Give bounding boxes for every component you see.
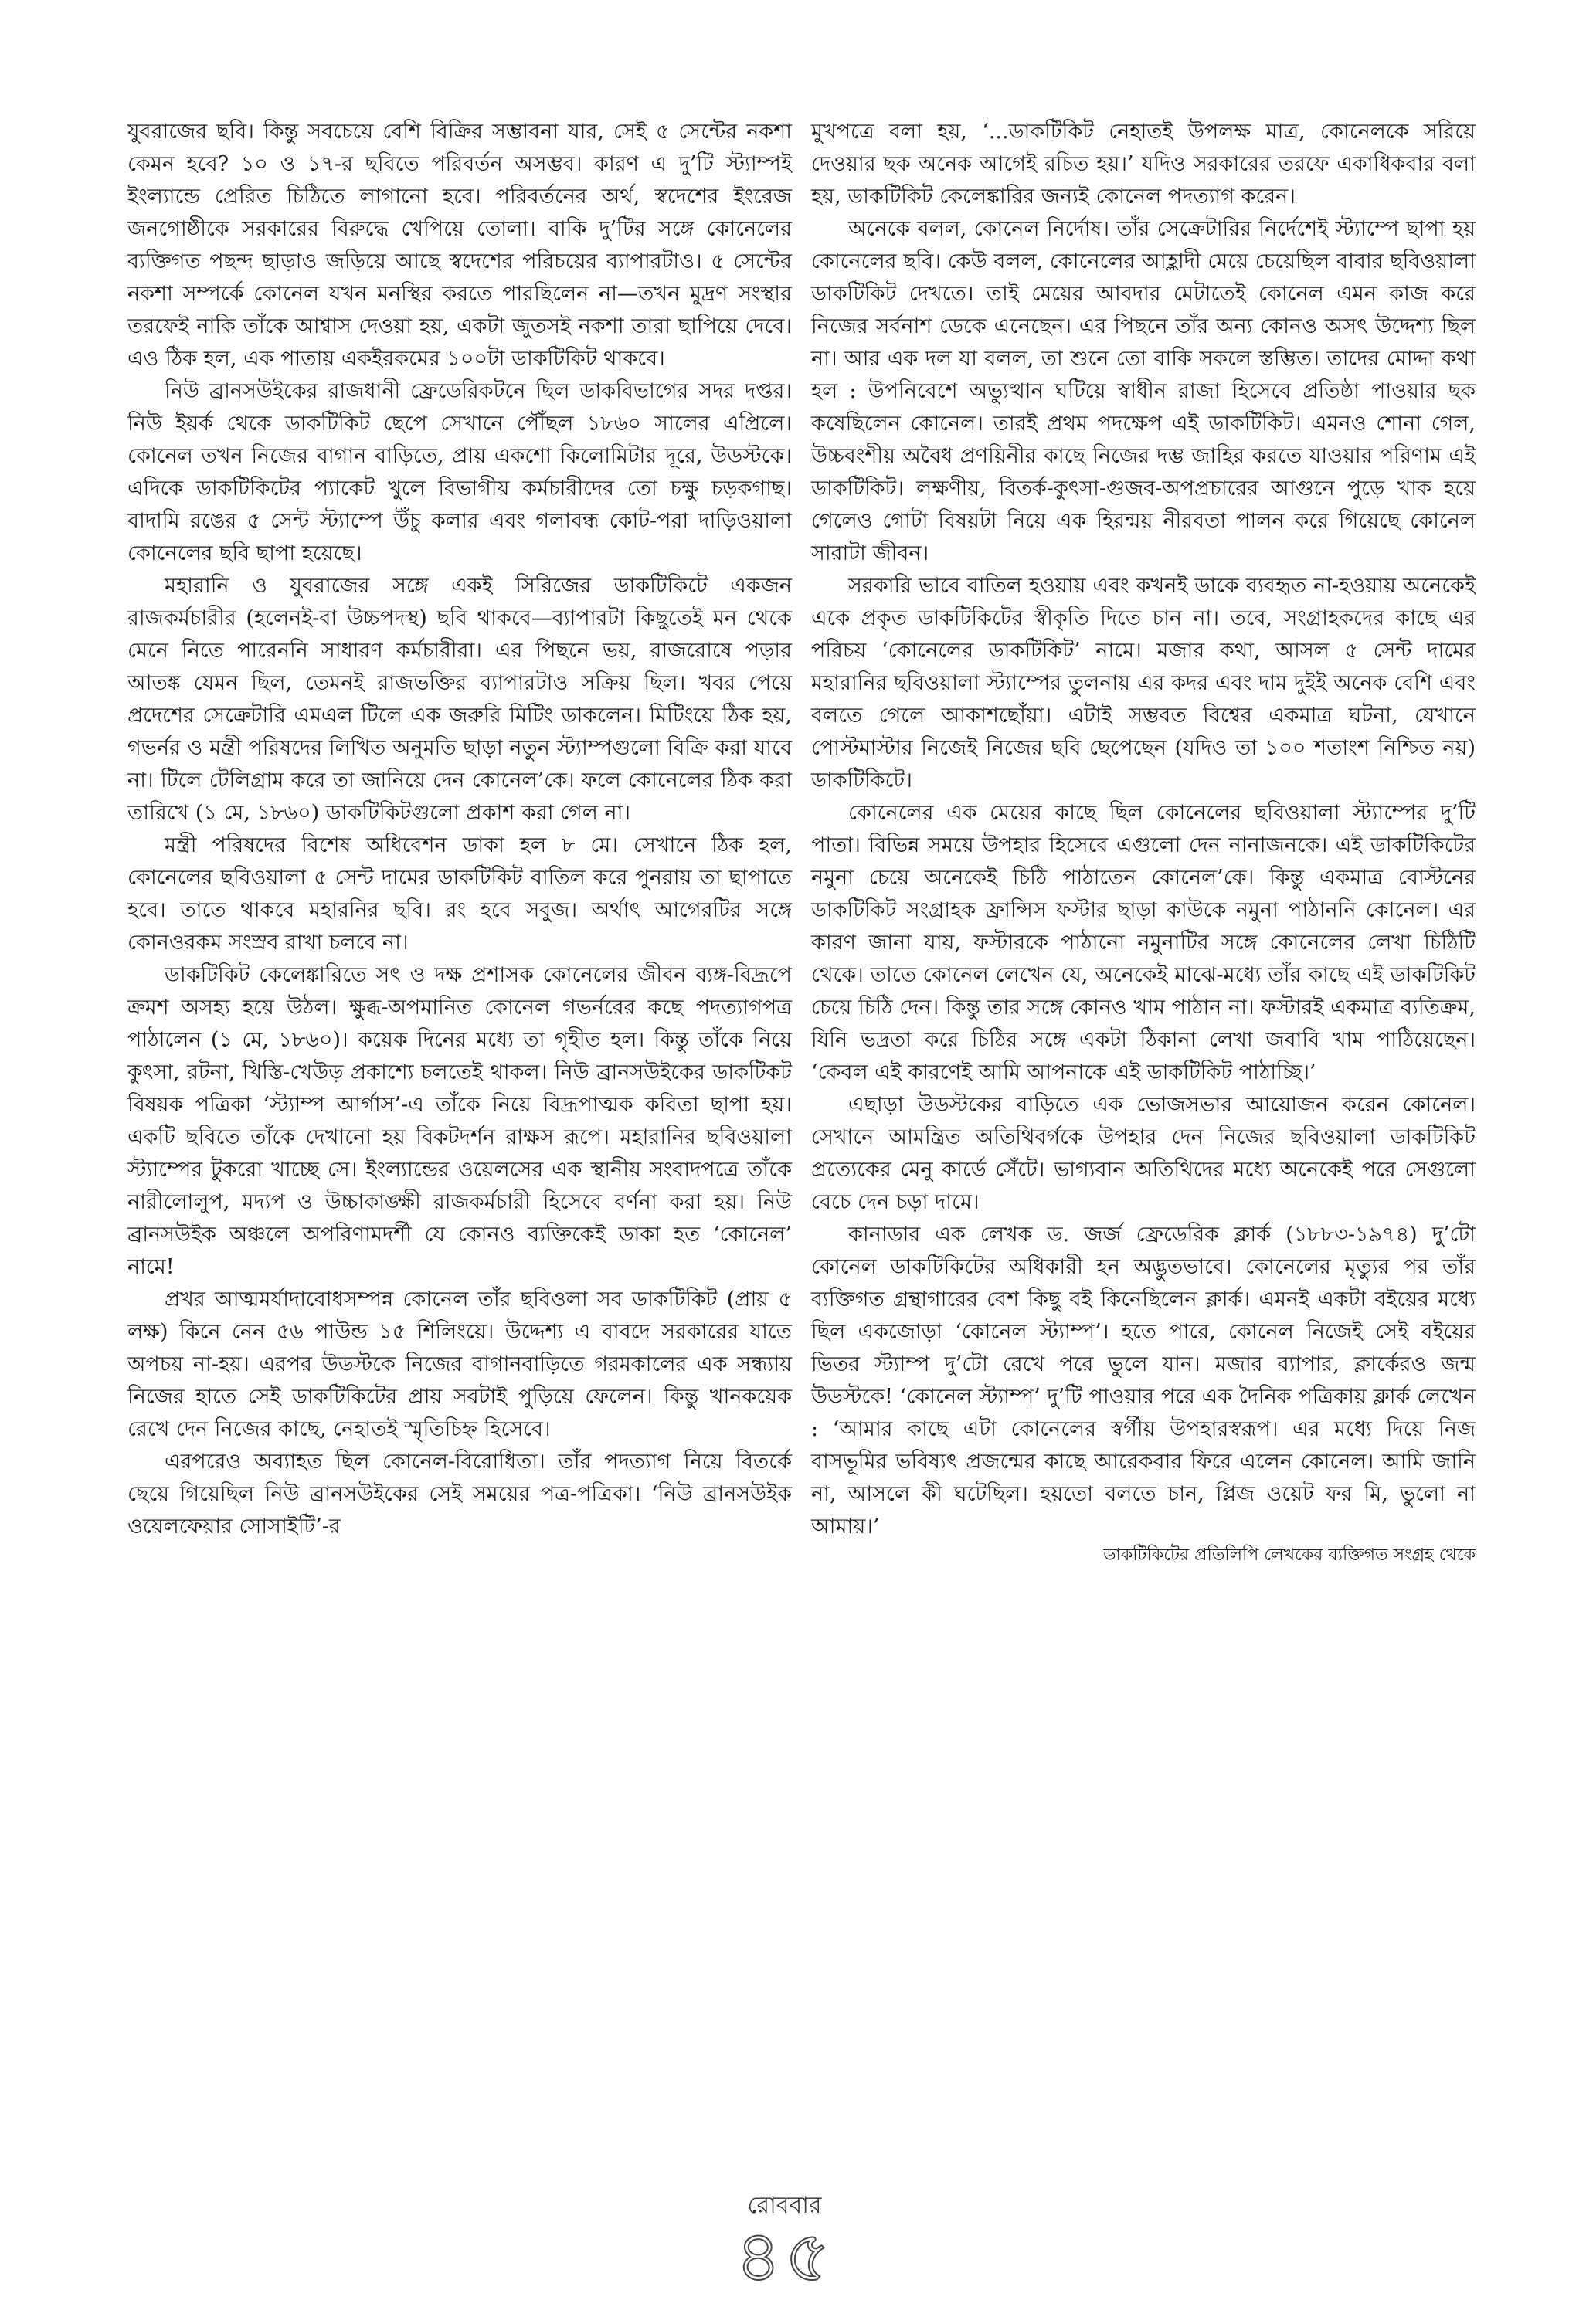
- paragraph: কানাডার এক লেখক ড. জর্জ ফ্রেডেরিক ক্লার্ক (১৮৮৩-১৯৭৪) দু’টো কোনেল ডাকটিকিটের অধিকারী হন অদ্ভুতভাবে। কোনেলের মৃত্যুর পর তাঁর ব্যক্তিগত গ্রন্থাগারের বেশ কিছু বই কিনেছিলেন ক্লার্ক। এমনই একটা বইয়ের মধ্যে ছিল একজোড়া ‘কোনেল স্ট্যাম্প’। হতে পারে, কোনেল নিজেই সেই বইয়ের ভিতর স্ট্যাম্প দু’টো রেখে পরে ভুলে যান। মজার ব্যাপার, ক্লার্কেরও জন্ম উডস্টকে! ‘কোনেল স্ট্যাম্প’ দু’টি পাওয়ার পরে এক দৈনিক পত্রিকায় ক্লার্ক লেখেন : ‘আমার কাছে এটা কোনেলের স্বর্গীয় উপহারস্বরূপ। এর মধ্যে দিয়ে নিজ বাসভূমির ভবিষ্যৎ প্রজন্মের কাছে আরেকবার ফিরে এলেন কোনেল। আমি জানি না, আসলে কী ঘটেছিল। হয়তো বলতে চান, প্লিজ ওয়েট ফর মি, ভুলো না আমায়।’: [811, 1223, 1476, 1539]
- paragraph: অনেকে বলল, কোনেল নির্দোষ। তাঁর সেক্রেটারির নির্দেশেই স্ট্যাম্পে ছাপা হয় কোনেলের ছবি। কেউ বলল, কোনেলের আহ্লাদী মেয়ে চেয়েছিল বাবার ছবিওয়ালা ডাকটিকিট দেখতে। তাই মেয়ের আবদার মেটাতেই কোনেল এমন কাজ করে নিজের সর্বনাশ ডেকে এনেছেন। এর পিছনে তাঁর অন্য কোনও অসৎ উদ্দেশ্য ছিল না। আর এক দল যা বলল, তা শুনে তো বাকি সকলে স্তম্ভিত। তাদের মোদ্দা কথা হল : উপনিবেশে অভ্যুত্থান ঘটিয়ে স্বাধীন রাজা হিসেবে প্রতিষ্ঠা পাওয়ার ছক কষেছিলেন কোনেল। তারই প্রথম পদক্ষেপ এই ডাকটিকিট। এমনও শোনা গেল, উচ্চবংশীয় অবৈধ প্রণয়িনীর কাছে নিজের দম্ভ জাহির করতে যাওয়ার পরিণাম এই ডাকটিকিট। লক্ষণীয়, বিতর্ক-কুৎসা-গুজব-অপপ্রচারের আগুনে পুড়ে খাক হয়ে গেলেও গোটা বিষয়টা নিয়ে এক হিরন্ময় নীরবতা পালন করে গিয়েছে কোনেল সারাটা জীবন।: [811, 217, 1476, 565]
- right-column: [811, 116, 1476, 1568]
- paragraph: মহারানি ও যুবরাজের সঙ্গে একই সিরিজের ডাকটিকিটে একজন রাজকর্মচারীর (হলেনই-বা উচ্চপদস্থ) ছবি থাকবে—ব্যাপারটা কিছুতেই মন থেকে মেনে নিতে পারেননি সাধারণ কর্মচারীরা। এর পিছনে ভয়, রাজরোষে পড়ার আতঙ্ক যেমন ছিল, তেমনই রাজভক্তির ব্যাপারটাও সক্রিয় ছিল। খবর পেয়ে প্রদেশের সেক্রেটারি এমএল টিলে এক জরুরি মিটিং ডাকলেন। মিটিংয়ে ঠিক হয়, গভর্নর ও মন্ত্রী পরিষদের লিখিত অনুমতি ছাড়া নতুন স্ট্যাম্পগুলো বিক্রি করা যাবে না। টিলে টেলিগ্রাম করে তা জানিয়ে দেন কোনেল’কে। ফলে কোনেলের ঠিক করা তারিখে (১ মে, ১৮৬০) ডাকটিকিটগুলো প্রকাশ করা গেল না।: [127, 574, 792, 825]
- paragraph: সরকারি ভাবে বাতিল হওয়ায় এবং কখনই ডাকে ব্যবহৃত না-হওয়ায় অনেকেই একে প্রকৃত ডাকটিকিটের স্বীকৃতি দিতে চান না। তবে, সংগ্রাহকদের কাছে এর পরিচয় ‘কোনেলের ডাকটিকিট’ নামে। মজার কথা, আসল ৫ সেন্ট দামের মহারানির ছবিওয়ালা স্ট্যাম্পের তুলনায় এর কদর এবং দাম দুইই অনেক বেশি এবং বলতে গেলে আকাশছোঁয়া। এটাই সম্ভবত বিশ্বের একমাত্র ঘটনা, যেখানে পোস্টমাস্টার নিজেই নিজের ছবি ছেপেছেন (যদিও তা ১০০ শতাংশ নিশ্চিত নয়) ডাকটিকিটে।: [811, 574, 1476, 792]
- paragraph: এছাড়া উডস্টকের বাড়িতে এক ভোজসভার আয়োজন করেন কোনেল। সেখানে আমন্ত্রিত অতিথিবর্গকে উপহার দেন নিজের ছবিওয়ালা ডাকটিকিট প্রত্যেকের মেনু কার্ডে সেঁটে। ভাগ্যবান অতিথিদের মধ্যে অনেকেই পরে সেগুলো বেচে দেন চড়া দামে।: [811, 1093, 1476, 1214]
- paragraph: কোনেলের এক মেয়ের কাছে ছিল কোনেলের ছবিওয়ালা স্ট্যাম্পের দু’টি পাতা। বিভিন্ন সময়ে উপহার হিসেবে এগুলো দেন নানাজনকে। এই ডাকটিকিটের নমুনা চেয়ে অনেকেই চিঠি পাঠাতেন কোনেল’কে। কিন্তু একমাত্র বোস্টনের ডাকটিকিট সংগ্রাহক ফ্রান্সিস ফস্টার ছাড়া কাউকে নমুনা পাঠাননি কোনেল। এর কারণ জানা যায়, ফস্টারকে পাঠানো নমুনাটির সঙ্গে কোনেলের লেখা চিঠিটি থেকে। তাতে কোনেল লেখেন যে, অনেকেই মাঝে-মধ্যে তাঁর কাছে এই ডাকটিকিট চেয়ে চিঠি দেন। কিন্তু তার সঙ্গে কোনও খাম পাঠান না। ফস্টারই একমাত্র ব্যতিক্রম, যিনি ভদ্রতা করে চিঠির সঙ্গে একটা ঠিকানা লেখা জবাবি খাম পাঠিয়েছেন। ‘কেবল এই কারণেই আমি আপনাকে এই ডাকটিকিট পাঠাচ্ছি।’: [811, 801, 1476, 1084]
- magazine-name: রোববার: [747, 2192, 822, 2219]
- paragraph: মুখপত্রে বলা হয়, ‘...ডাকটিকিট নেহাতই উপলক্ষ মাত্র, কোনেলকে সরিয়ে দেওয়ার ছক অনেক আগেই রচিত হয়।’ যদিও সরকারের তরফে একাধিকবার বলা হয়, ডাকটিকিট কেলেঙ্কারির জন্যই কোনেল পদত্যাগ করেন।: [811, 120, 1476, 209]
- image-credit-caption: ডাকটিকিটের প্রতিলিপি লেখকের ব্যক্তিগত সংগ্রহ থেকে: [1103, 1545, 1476, 1565]
- left-column: [127, 116, 792, 1543]
- page-number: ৪৫: [735, 2215, 834, 2298]
- paragraph: মন্ত্রী পরিষদের বিশেষ অধিবেশন ডাকা হল ৮ মে। সেখানে ঠিক হল, কোনেলের ছবিওয়ালা ৫ সেন্ট দামের ডাকটিকিট বাতিল করে পুনরায় তা ছাপাতে হবে। তাতে থাকবে মহারনির ছবি। রং হবে সবুজ। অর্থাৎ আগেরটির সঙ্গে কোনওরকম সংস্রব রাখা চলবে না।: [127, 833, 792, 955]
- page-footer: [0, 2192, 1569, 2298]
- paragraph: প্রখর আত্মমর্যাদাবোধসম্পন্ন কোনেল তাঁর ছবিওলা সব ডাকটিকিট (প্রায় ৫ লক্ষ) কিনে নেন ৫৬ পাউন্ড ১৫ শিলিংয়ে। উদ্দেশ্য এ বাবদে সরকারের যাতে অপচয় না-হয়। এরপর উডস্টকে নিজের বাগানবাড়িতে গরমকালের এক সন্ধ্যায় নিজের হাতে সেই ডাকটিকিটের প্রায় সবটাই পুড়িয়ে ফেলেন। কিন্তু খানকয়েক রেখে দেন নিজের কাছে, নেহাতই স্মৃতিচিহ্ন হিসেবে।: [127, 1288, 792, 1441]
- paragraph: এরপরেও অব্যাহত ছিল কোনেল-বিরোধিতা। তাঁর পদত্যাগ নিয়ে বিতর্কে ছেয়ে গিয়েছিল নিউ ব্রানসউইকের সেই সময়ের পত্র-পত্রিকা। ‘নিউ ব্রানসউইক ওয়েলফেয়ার সোসাইটি’-র: [127, 1450, 792, 1539]
- paragraph: নিউ ব্রানসউইকের রাজধানী ফ্রেডেরিকটনে ছিল ডাকবিভাগের সদর দপ্তর। নিউ ইয়র্ক থেকে ডাকটিকিট ছেপে সেখানে পৌঁছল ১৮৬০ সালের এপ্রিলে। কোনেল তখন নিজের বাগান বাড়িতে, প্রায় একশো কিলোমিটার দূরে, উডস্টকে। এদিকে ডাকটিকিটের প্যাকেট খুলে বিভাগীয় কর্মচারীদের তো চক্ষু চড়কগাছ। বাদামি রঙের ৫ সেন্ট স্ট্যাম্পে উঁচু কলার এবং গলাবন্ধ কোট-পরা দাড়িওয়ালা কোনেলের ছবি ছাপা হয়েছে।: [127, 379, 792, 565]
- paragraph: যুবরাজের ছবি। কিন্তু সবচেয়ে বেশি বিক্রির সম্ভাবনা যার, সেই ৫ সেন্টের নকশা কেমন হবে? ১০ ও ১৭-র ছবিতে পরিবর্তন অসম্ভব। কারণ এ দু’টি স্ট্যাম্পই ইংল্যান্ডে প্রেরিত চিঠিতে লাগানো হবে। পরিবর্তনের অর্থ, স্বদেশের ইংরেজ জনগোষ্ঠীকে সরকারের বিরুদ্ধে খেপিয়ে তোলা। বাকি দু’টির সঙ্গে কোনেলের ব্যক্তিগত পছন্দ ছাড়াও জড়িয়ে আছে স্বদেশের পরিচয়ের ব্যাপারটাও। ৫ সেন্টের নকশা সম্পর্কে কোনেল যখন মনস্থির করতে পারছিলেন না—তখন মুদ্রণ সংস্থার তরফেই নাকি তাঁকে আশ্বাস দেওয়া হয়, একটা জুতসই নকশা তারা ছাপিয়ে দেবে। এও ঠিক হল, এক পাতায় একইরকমের ১০০টা ডাকটিকিট থাকবে।: [127, 120, 792, 371]
- paragraph: ডাকটিকিট কেলেঙ্কারিতে সৎ ও দক্ষ প্রশাসক কোনেলের জীবন ব্যঙ্গ-বিদ্রূপে ক্রমশ অসহ্য হয়ে উঠল। ক্ষুব্ধ-অপমানিত কোনেল গভর্নরের কছে পদত্যাগপত্র পাঠালেন (১ মে, ১৮৬০)। কয়েক দিনের মধ্যে তা গৃহীত হল। কিন্তু তাঁকে নিয়ে কুৎসা, রটনা, খিস্তি-খেউড় প্রকাশ্যে চলতেই থাকল। নিউ ব্রানসউইকের ডাকটিকট বিষয়ক পত্রিকা ‘স্ট্যাম্প আর্গাস’-এ তাঁকে নিয়ে বিদ্রূপাত্মক কবিতা ছাপা হয়। একটি ছবিতে তাঁকে দেখানো হয় বিকটদর্শন রাক্ষস রূপে। মহারানির ছবিওয়ালা স্ট্যাম্পের টুকরো খাচ্ছে সে। ইংল্যান্ডের ওয়েলসের এক স্থানীয় সংবাদপত্রে তাঁকে নারীলোলুপ, মদ্যপ ও উচ্চাকাঙ্ক্ষী রাজকর্মচারী হিসেবে বর্ণনা করা হয়। নিউ ব্রানসউইক অঞ্চলে অপরিণামদর্শী যে কোনও ব্যক্তিকেই ডাকা হত ‘কোনেল’ নামে!: [127, 963, 792, 1279]
